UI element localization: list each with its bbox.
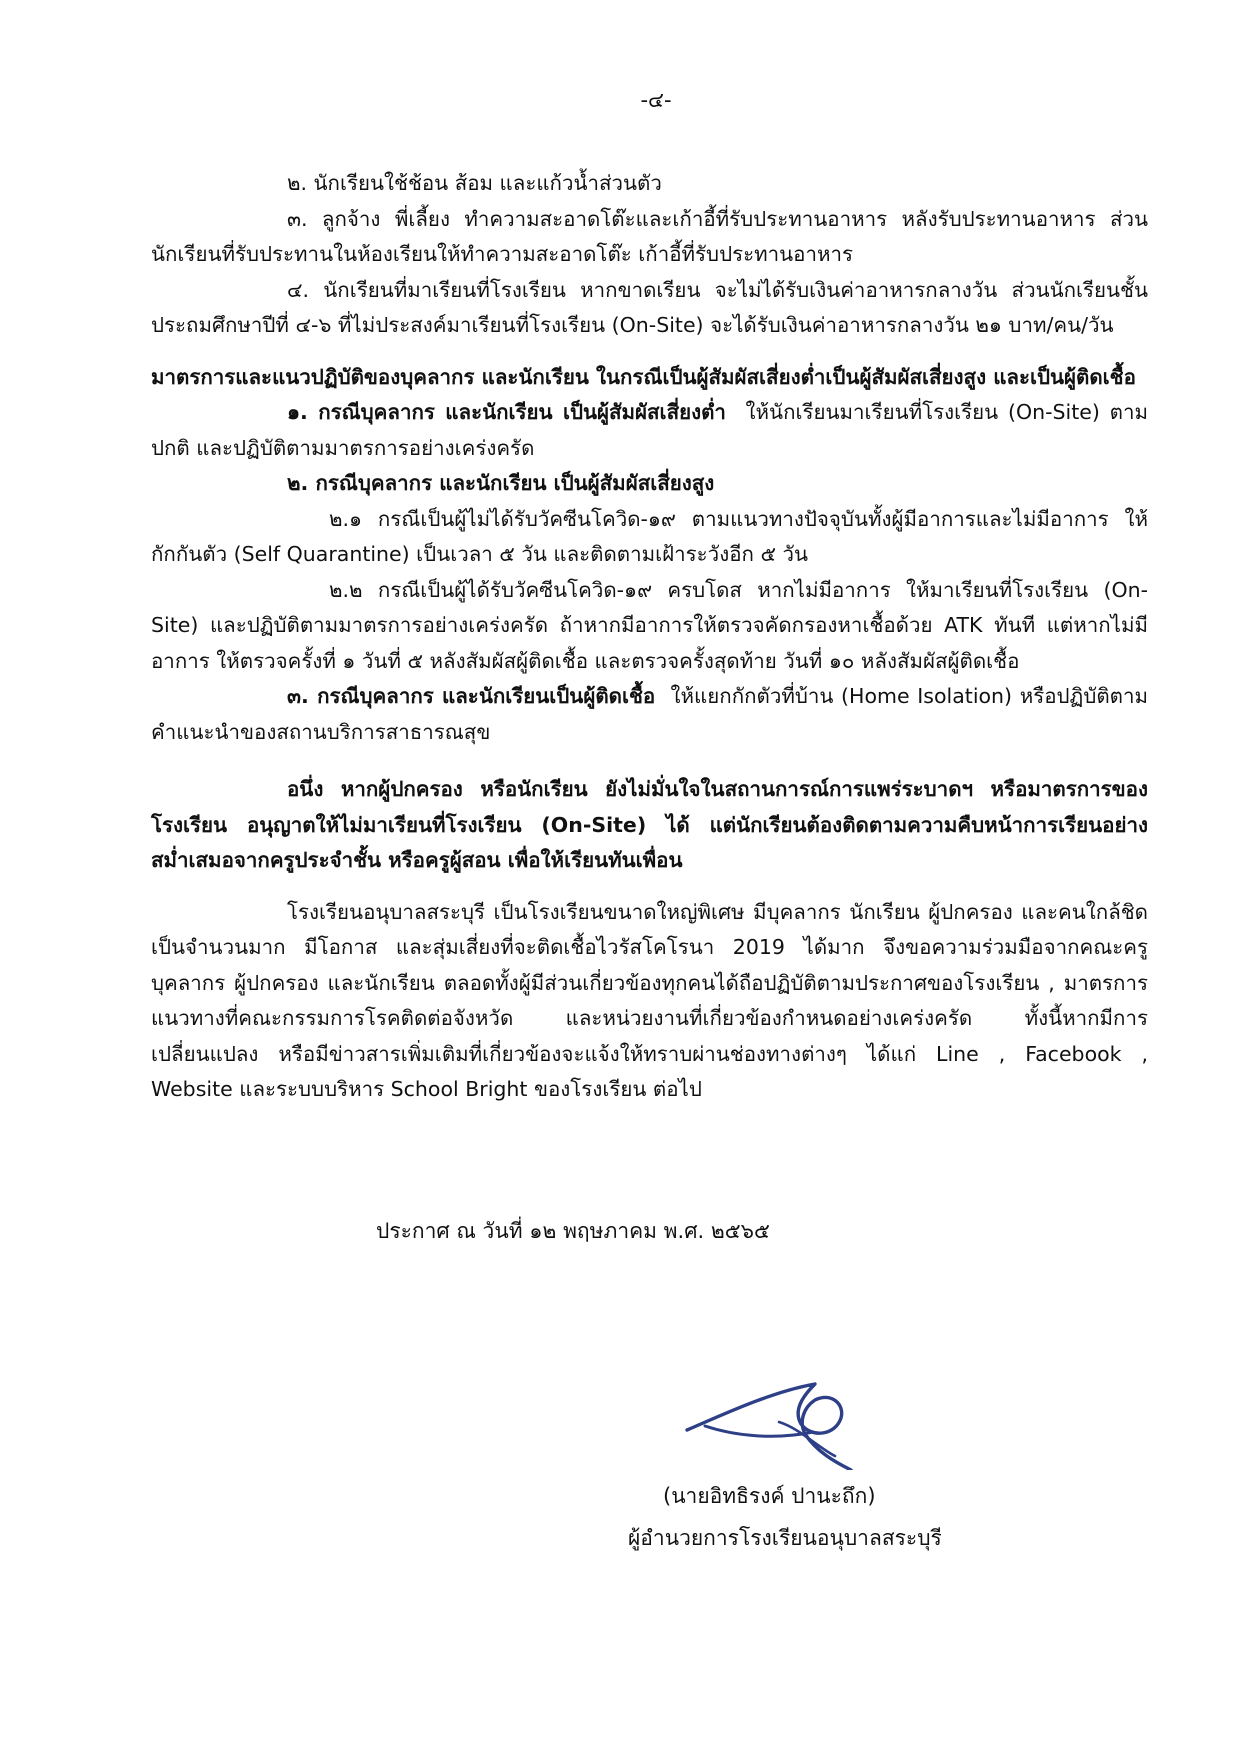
spacer [151, 344, 1148, 360]
item-4: ๔. นักเรียนที่มาเรียนที่โรงเรียน หากขาดเรียน จะไม่ได้รับเงินค่าอาหารกลางวัน ส่วนนักเรียนชั้นประถมศึกษาปีที่ ๔-๖ ที่ไม่ประสงค์มาเรียนที่โรงเรียน (On-Site) จะได้รับเงินค่าอาหารกลางวัน ๒๑ บาท/คน/วัน [151, 277, 1148, 337]
case-2-1: ๒.๑ กรณีเป็นผู้ไม่ได้รับวัคซีนโควิด-๑๙ ตามแนวทางปัจจุบันทั้งผู้มีอาการและไม่มีอาการ ให้กักกันตัว (Self Quarantine) เป็นเวลา ๕ วัน และติดตามเฝ้าระวังอีก ๕ วัน [151, 506, 1148, 566]
page-number: -๔- [640, 88, 672, 112]
case-3-text: ให้แยกกักตัวที่บ้าน (Home Isolation) หรือปฏิบัติตามคำแนะนำของสถานบริการสาธารณสุข [151, 684, 1148, 744]
spacer [151, 879, 1148, 895]
notice-paragraph: อนึ่ง หากผู้ปกครอง หรือนักเรียน ยังไม่มั่นใจในสถานการณ์การแพร่ระบาดฯ หรือมาตรการของโรงเรียน อนุญาตให้ไม่มาเรียนที่โรงเรียน (On-Site) ได้ แต่นักเรียนต้องติดตามความคืบหน้าการเรียนอย่างสม่ำเสมอจากครูประจำชั้น หรือครูผู้สอน เพื่อให้เรียนทันเพื่อน [151, 777, 1148, 872]
announcement-date: ประกาศ ณ วันที่ ๑๒ พฤษภาคม พ.ศ. ๒๕๖๕ [376, 1219, 770, 1243]
item-3: ๓. ลูกจ้าง พี่เลี้ยง ทำความสะอาดโต๊ะและเก้าอี้ที่รับประทานอาหาร หลังรับประทานอาหาร ส่วนนักเรียนที่รับประทานในห้องเรียนให้ทำความสะอาดโต๊ะ เก้าอี้ที่รับประทานอาหาร [151, 206, 1148, 266]
item-2: ๒. นักเรียนใช้ช้อน ส้อม และแก้วน้ำส่วนตัว [287, 171, 662, 195]
case-3-title: ๓. กรณีบุคลากร และนักเรียนเป็นผู้ติดเชื้อ [287, 684, 656, 708]
case-3 [151, 679, 1148, 750]
signatory-position: ผู้อำนวยการโรงเรียนอนุบาลสระบุรี [628, 1526, 942, 1550]
signatory-name: (นายอิทธิรงค์ ปานะถึก) [663, 1484, 876, 1508]
spacer [151, 750, 1148, 772]
section-heading: มาตรการและแนวปฏิบัติของบุคลากร และนักเรียน ในกรณีเป็นผู้สัมผัสเสี่ยงต่ำเป็นผู้สัมผัสเสี่ยงสูง และเป็นผู้ติดเชื้อ [151, 364, 1136, 389]
case-1-text: ให้นักเรียนมาเรียนที่โรงเรียน (On-Site) ตามปกติ และปฏิบัติตามมาตรการอย่างเคร่งครัด [151, 400, 1148, 460]
case-1-title: ๑. กรณีบุคลากร และนักเรียน เป็นผู้สัมผัสเสี่ยงต่ำ [287, 400, 726, 424]
signature-image [675, 1378, 875, 1470]
case-2-2: ๒.๒ กรณีเป็นผู้ได้รับวัคซีนโควิด-๑๙ ครบโดส หากไม่มีอาการ ให้มาเรียนที่โรงเรียน (On-Site) และปฏิบัติตามมาตรการอย่างเคร่งครัด ถ้าหากมีอาการให้ตรวจคัดกรองหาเชื้อด้วย ATK ทันที แต่หากไม่มีอาการ ให้ตรวจครั้งที่ ๑ วันที่ ๕ หลังสัมผัสผู้ติดเชื้อ และตรวจครั้งสุดท้าย วันที่ ๑๐ หลังสัมผัสผู้ติดเชื้อ [151, 577, 1148, 673]
document-body [151, 166, 1148, 1108]
closing-paragraph: โรงเรียนอนุบาลสระบุรี เป็นโรงเรียนขนาดใหญ่พิเศษ มีบุคลากร นักเรียน ผู้ปกครอง และคนใกล้ชิดเป็นจำนวนมาก มีโอกาส และสุ่มเสี่ยงที่จะติดเชื้อไวรัสโคโรนา 2019 ได้มาก จึงขอความร่วมมือจากคณะครู บุคลากร ผู้ปกครอง และนักเรียน ตลอดทั้งผู้มีส่วนเกี่ยวข้องทุกคนได้ถือปฏิบัติตามประกาศของโรงเรียน , มาตรการ แนวทางที่คณะกรรมการโรคติดต่อจังหวัด และหน่วยงานที่เกี่ยวข้องกำหนดอย่างเคร่งครัด ทั้งนี้หากมีการเปลี่ยนแปลง หรือมีข่าวสารเพิ่มเติมที่เกี่ยวข้องจะแจ้งให้ทราบผ่านช่องทางต่างๆ ได้แก่ Line , Facebook , Website และระบบบริหาร School Bright ของโรงเรียน ต่อไป [151, 899, 1148, 1101]
case-2-title: ๒. กรณีบุคลากร และนักเรียน เป็นผู้สัมผัสเสี่ยงสูง [287, 471, 715, 495]
case-1 [151, 395, 1148, 466]
